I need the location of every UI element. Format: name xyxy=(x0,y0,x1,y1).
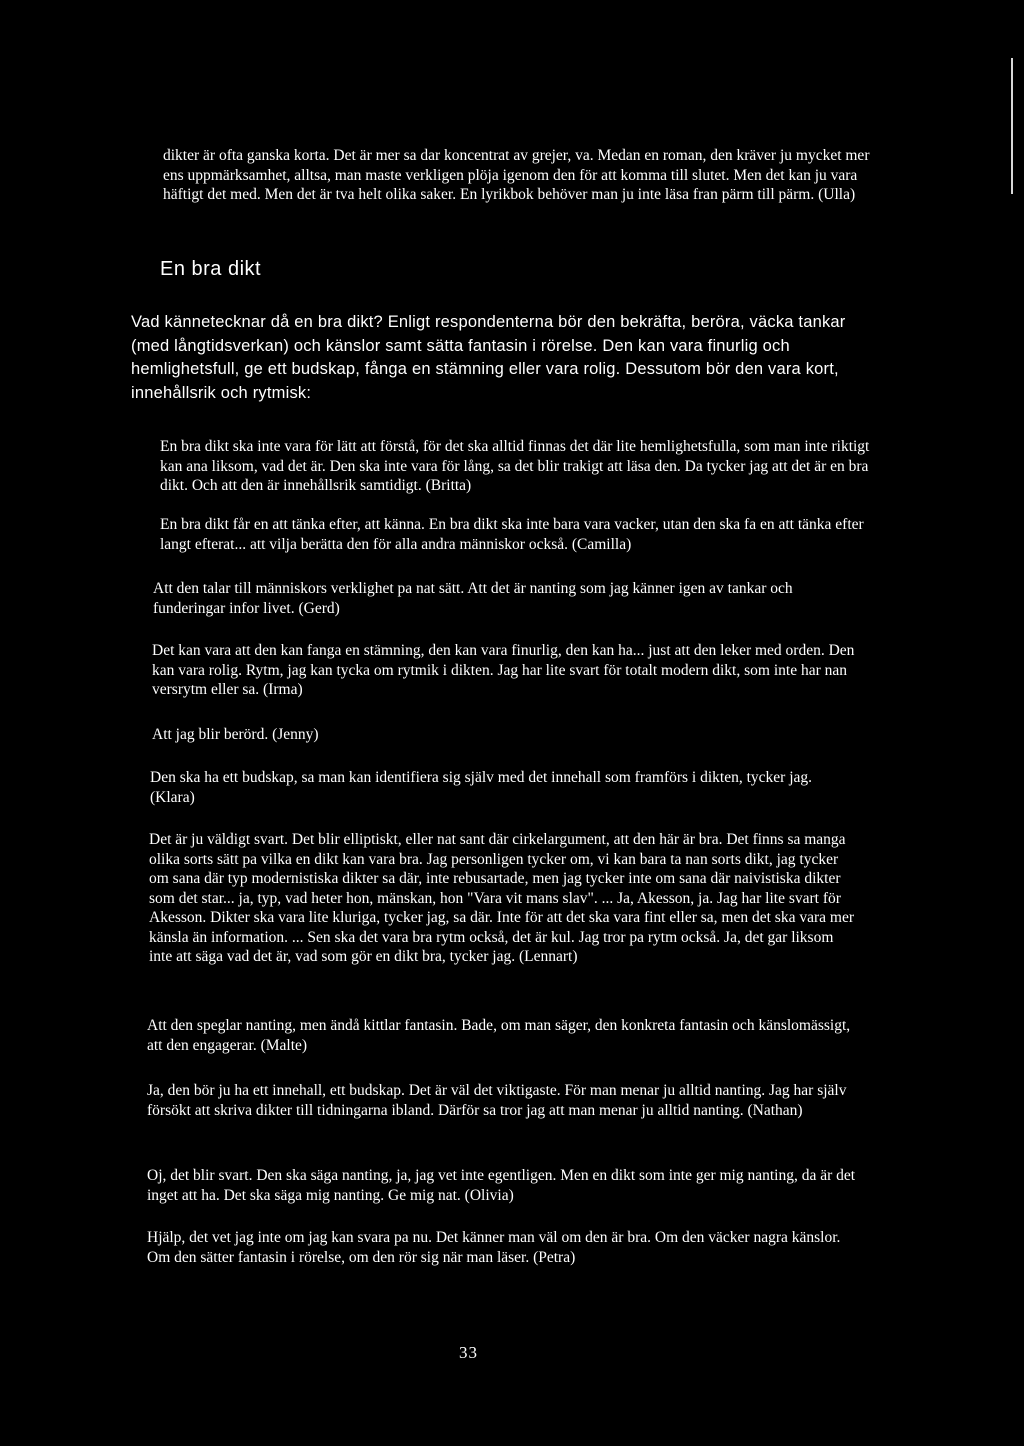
quote-lennart: Det är ju väldigt svart. Det blir elliptiskt, eller nat sant där cirkelargument, att den här är bra. Det finns sa manga olika sorts sätt pa vilka en dikt kan vara bra. Jag personligen tycker om, vi kan bara ta nan sorts dikt, jag tycker om sana där typ modernistiska dikter sa där, inte rebusartade, men jag tycker inte om sana där naivistiska dikter som det star... ja, typ, vad heter hon, mänskan, hon "Vara vit mans slav". ... Ja, Akesson, ja. Jag har lite svart för Akesson. Dikter ska vara lite kluriga, tycker jag, sa där. Inte för att det ska vara fint eller sa, men det ska vara mer känsla än information. ... Sen ska det vara bra rytm också, det är kul. Jag tror pa rytm också. Ja, det gar liksom inte att säga vad det är, vad som gör en dikt bra, tycker jag. (Lennart) xyxy=(149,831,854,965)
quote-irma: Det kan vara att den kan fanga en stämning, den kan vara finurlig, den kan ha... just att den leker med orden. Den kan vara rolig. Rytm, jag kan tycka om rytmik i dikten. Jag har lite svart för totalt modern dikt, som inte har nan versrytm eller sa. (Irma) xyxy=(152,642,855,698)
quote-camilla: En bra dikt får en att tänka efter, att känna. En bra dikt ska inte bara vara vacker, utan den ska fa en att tänka efter langt efterat... att vilja berätta den för alla andra människor också. (Camilla) xyxy=(160,516,864,553)
section-heading: En bra dikt xyxy=(160,258,262,280)
quote-nathan: Ja, den bör ju ha ett innehall, ett budskap. Det är väl det viktigaste. För man menar ju alltid nanting. Jag har själv försökt att skriva dikter till tidningarna ibland. Därför sa tror jag att man menar ju alltid nanting. (Nathan) xyxy=(147,1082,847,1119)
quote-jenny: Att jag blir berörd. (Jenny) xyxy=(152,726,319,743)
quote-gerd: Att den talar till människors verklighet pa nat sätt. Att det är nanting som jag känner igen av tankar och funderingar infor livet. (Gerd) xyxy=(153,580,793,617)
quote-petra: Hjälp, det vet jag inte om jag kan svara pa nu. Det känner man väl om den är bra. Om den väcker nagra känslor. Om den sätter fantasin i rörelse, om den rör sig när man läser. (Petra) xyxy=(147,1229,841,1266)
quote-britta: En bra dikt ska inte vara för lätt att förstå, för det ska alltid finnas det där lite hemlighetsfulla, som man inte riktigt kan ana liksom, vad det är. Den ska inte vara för lång, sa det blir trakigt att läsa den. Da tycker jag att det är en bra dikt. Och att den är innehållsrik samtidigt. (Britta) xyxy=(160,438,870,494)
quote-malte: Att den speglar nanting, men ändå kittlar fantasin. Bade, om man säger, den konkreta fantasin och känslomässigt, att den engagerar. (Malte) xyxy=(147,1017,851,1054)
quote-olivia: Oj, det blir svart. Den ska säga nanting, ja, jag vet inte egentligen. Men en dikt som inte ger mig nanting, da är det inget att ha. Det ska säga mig nanting. Ge mig nat. (Olivia) xyxy=(147,1167,856,1204)
quote-klara: Den ska ha ett budskap, sa man kan identifiera sig själv med det innehall som framförs i dikten, tycker jag. (Klara) xyxy=(150,769,813,806)
page-number: 33 xyxy=(459,1343,478,1362)
intro-paragraph: dikter är ofta ganska korta. Det är mer sa dar koncentrat av grejer, va. Medan en roman, den kräver ju mycket mer ens uppmärksamhet, alltsa, man maste verkligen plöja igenom den för att komma till slutet. Men det kan ju vara häftigt det med. Men det är tva helt olika saker. En lyrikbok behöver man ju inte läsa fran pärm till pärm. (Ulla) xyxy=(163,147,870,203)
lead-paragraph: Vad kännetecknar då en bra dikt? Enligt respondenterna bör den bekräfta, beröra, väcka tankar (med långtidsverkan) och känslor samt sätta fantasin i rörelse. Den kan vara finurlig och hemlighetsfull, ge ett budskap, fånga en stämning eller vara rolig. Dessutom bör den vara kort, innehållsrik och rytmisk: xyxy=(131,313,846,402)
